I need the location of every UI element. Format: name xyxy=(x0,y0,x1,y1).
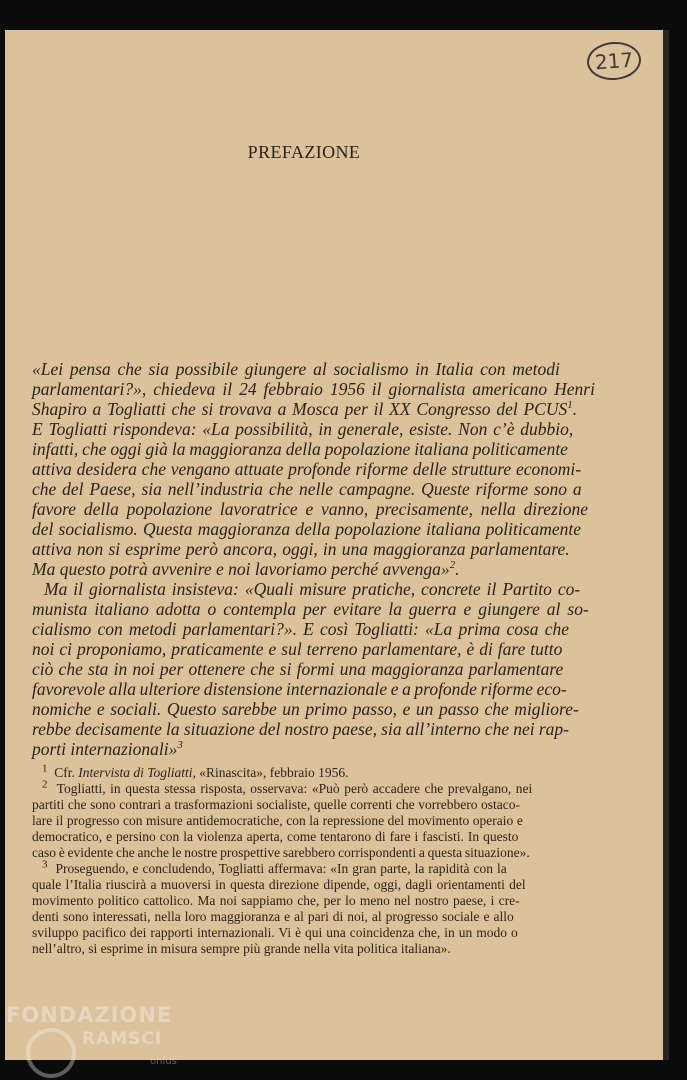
body-line: favorevole alla ulteriore distensione internazionale e a profonde riforme eco- xyxy=(32,679,567,699)
footnote-ref: 2 xyxy=(449,559,456,572)
footnote-2-line: partiti che sono contrari a trasformazioni socialiste, quelle correnti che vorrebbero ostaco- xyxy=(32,797,521,812)
body-line: che del Paese, sia nell’industria che nelle campagne. Queste riforme sono a xyxy=(32,479,582,499)
body-line: attiva desidera che vengano attuate profonde riforme delle strutture economi- xyxy=(32,459,582,479)
body-line: noi ci proponiamo, praticamente e sul terreno parlamentare, è di fare tutto xyxy=(32,639,563,659)
footnote-2-line: caso è evidente che anche le nostre prospettive sarebbero corrispondenti a questa situazione». xyxy=(32,845,530,860)
footnote-2-line: democratico, e persino con la violenza aperta, come tentarono di fare i fascisti. In questo xyxy=(32,829,519,844)
body-line: rebbe decisamente la situazione del nostro paese, sia all’interno che nei rap- xyxy=(32,719,569,739)
body-line: «Lei pensa che sia possibile giungere al socialismo in Italia con metodi xyxy=(32,359,560,379)
body-line: parlamentari?», chiedeva il 24 febbraio 1956 il giornalista americano Henri xyxy=(32,379,595,399)
body-line: attiva non si esprime però ancora, oggi, in una maggioranza parlamentare. xyxy=(32,539,570,559)
footnote-2-line: $^2$ Togliatti, in questa stessa risposta, osservava: «Può però accadere che prevalgano, nei xyxy=(42,778,533,796)
footnote-2-line: lare il progresso con misure antidemocratiche, con la repressione del movimento operaio e xyxy=(32,813,523,828)
body-line: Ma il giornalista insisteva: «Quali misure pratiche, concrete il Partito co- xyxy=(44,579,581,599)
watermark-text: onlus xyxy=(150,1056,177,1067)
body-line: Ma questo potrà avvenire e noi lavoriamo perché avvenga»$^2$. xyxy=(32,559,460,579)
body-line: nomiche e sociali. Questo sarebbe un primo passo, e un passo che migliore- xyxy=(32,699,579,719)
footnote-3-line: denti sono interessati, nella loro maggioranza e al pari di noi, al progresso sociale e allo xyxy=(32,909,514,924)
body-line: ciò che sta in noi per ottenere che si formi una maggioranza parlamentare xyxy=(32,659,564,679)
body-line: porti internazionali»$^3$ xyxy=(32,739,183,759)
watermark-logo xyxy=(0,1000,200,1075)
footnote-1: $^1$ Cfr. Intervista di Togliatti, «Rinascita», febbraio 1956. xyxy=(42,762,349,780)
watermark-g-icon xyxy=(26,1028,76,1078)
footnote-ref: 1 xyxy=(567,399,573,412)
body-line: cialismo con metodi parlamentari?». E così Togliatti: «La prima cosa che xyxy=(32,619,569,639)
footnote-3-line: sviluppo pacifico dei rapporti internazionali. Vi è qui una coincidenza che, in un modo o xyxy=(32,925,518,940)
footnote-3-line: quale l’Italia riuscirà a muoversi in questa direzione dipende, oggi, dagli orientamenti del xyxy=(32,877,526,892)
watermark-text: FONDAZIONE xyxy=(6,1003,173,1027)
footnote-3-line: movimento politico cattolico. Ma noi sappiamo che, per lo meno nel nostro paese, i cre- xyxy=(32,893,520,908)
body-line: favore della popolazione lavoratrice e vanno, precisamente, nella direzione xyxy=(32,499,588,519)
footnote-3-line: $^3$ Proseguendo, e concludendo, Togliatti affermava: «In gran parte, la rapidità con la xyxy=(42,858,507,876)
footnote-3-line: nell’altro, si esprime in misura sempre più grande nella vita politica italiana». xyxy=(32,941,451,956)
footnote-ref: 3 xyxy=(177,739,183,752)
body-line: Shapiro a Togliatti che si trovava a Mosca per il XX Congresso del PCUS$^1$. xyxy=(32,399,578,419)
page-title: PREFAZIONE xyxy=(247,142,361,162)
body-line: del socialismo. Questa maggioranza della popolazione italiana politicamente xyxy=(32,519,582,539)
body-line: E Togliatti rispondeva: «La possibilità, in generale, esiste. Non c’è dubbio, xyxy=(32,419,574,439)
page-number-stamp: 217 xyxy=(586,40,643,82)
body-line: infatti, che oggi già la maggioranza della popolazione italiana politicamente xyxy=(32,439,568,459)
page-edge xyxy=(663,30,669,1060)
body-line: munista italiano adotta o contempla per evitare la guerra e giungere al so- xyxy=(32,599,589,619)
watermark-text: RAMSCI xyxy=(82,1029,163,1049)
